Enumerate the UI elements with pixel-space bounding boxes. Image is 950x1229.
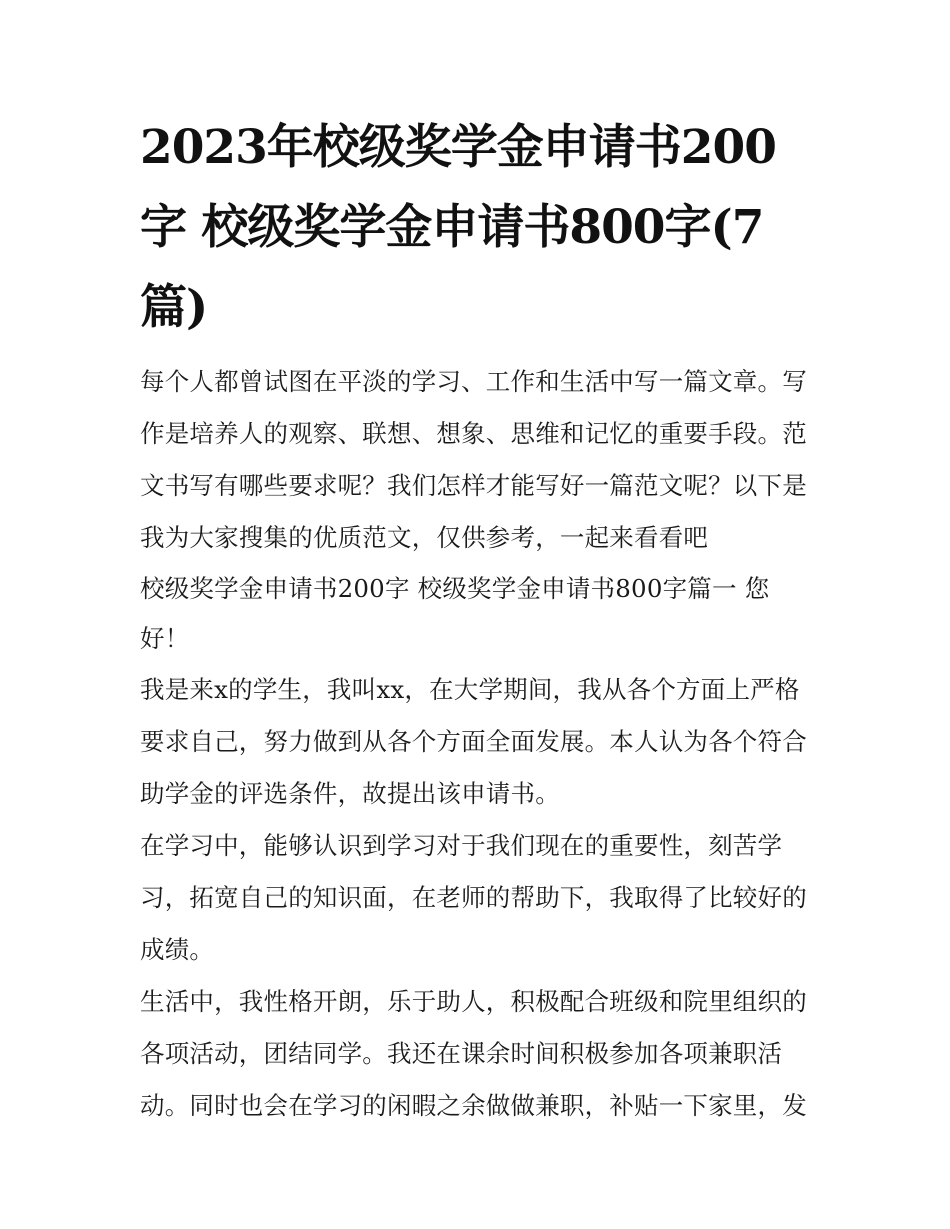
body-paragraph: 我是来x的学生，我叫xx，在大学期间，我从各个方面上严格要求自己，努力做到从各个方面全面发展。本人认为各个符合助学金的评选条件，故提出该申请书。 xyxy=(140,675,807,808)
intro-paragraph: 每个人都曾试图在平淡的学习、工作和生活中写一篇文章。写作是培养人的观察、联想、想象、思维和记忆的重要手段。范文书写有哪些要求呢？我们怎样才能写好一篇范文呢？以下是我为大家搜集的优质范文，仅供参考，一起来看看吧 xyxy=(140,367,807,552)
document-body xyxy=(140,356,815,1132)
body-paragraph: 生活中，我性格开朗，乐于助人，积极配合班级和院里组织的各项活动，团结同学。我还在课余时间积极参加各项兼职活动。同时也会在学习的闲暇之余做做兼职，补贴一下家里，发 xyxy=(140,987,807,1120)
section-heading-paragraph: 校级奖学金申请书200字 校级奖学金申请书800字篇一 您好！ xyxy=(140,574,770,653)
document-title: 2023年校级奖学金申请书200字 校级奖学金申请书800字(7篇) xyxy=(140,120,776,335)
body-paragraph: 在学习中，能够认识到学习对于我们现在的重要性，刻苦学习，拓宽自己的知识面，在老师的帮助下，我取得了比较好的成绩。 xyxy=(140,831,807,964)
